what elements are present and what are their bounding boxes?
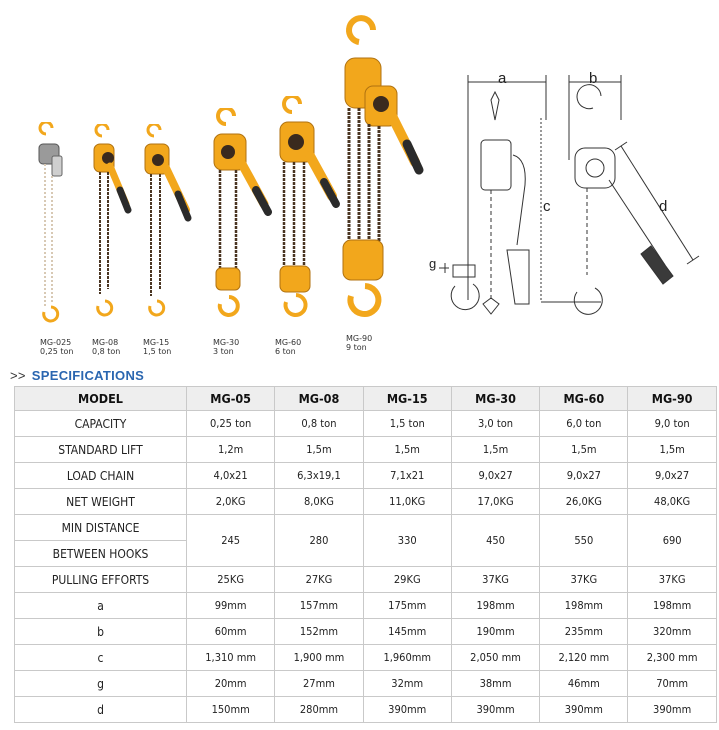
table-cell: 198mm — [540, 593, 628, 619]
table-cell: 245 — [187, 515, 275, 567]
table-cell: 9,0x27 — [628, 463, 716, 489]
table-row — [15, 437, 717, 463]
product-capacity: 9 ton — [346, 343, 367, 352]
table-cell: 2,300 mm — [628, 645, 716, 671]
row-label: BETWEEN HOOKS — [15, 541, 187, 567]
table-cell: 0,8 ton — [275, 411, 363, 437]
table-cell: 6,0 ton — [540, 411, 628, 437]
hoist-mg-08-image — [88, 124, 134, 329]
table-cell: 145mm — [363, 619, 451, 645]
product-capacity: 0,25 ton — [40, 347, 74, 356]
row-label: a — [15, 593, 187, 619]
table-cell: 390mm — [451, 697, 539, 723]
product-capacity: 6 ton — [275, 347, 296, 356]
table-cell: 9,0 ton — [628, 411, 716, 437]
table-cell: 37KG — [540, 567, 628, 593]
table-row — [15, 697, 717, 723]
product-model: MG-90 — [346, 334, 373, 343]
table-row — [15, 489, 717, 515]
table-cell: 9,0x27 — [540, 463, 628, 489]
table-cell: 690 — [628, 515, 716, 567]
dim-label-d: d — [659, 198, 668, 215]
column-header: MODEL — [15, 387, 187, 411]
specifications-table — [14, 386, 717, 723]
column-header: MG-05 — [187, 387, 275, 411]
table-cell: 1,5m — [540, 437, 628, 463]
table-row — [15, 619, 717, 645]
table-cell: 1,310 mm — [187, 645, 275, 671]
row-label: CAPACITY — [15, 411, 187, 437]
table-cell: 390mm — [540, 697, 628, 723]
row-label: NET WEIGHT — [15, 489, 187, 515]
heading-title: SPECIFICATIONS — [31, 368, 145, 383]
table-cell: 27KG — [275, 567, 363, 593]
table-cell: 70mm — [628, 671, 716, 697]
table-cell: 550 — [540, 515, 628, 567]
product-photo-lineup — [0, 0, 430, 362]
row-label: MIN DISTANCE — [15, 515, 187, 541]
column-header: MG-30 — [451, 387, 539, 411]
product-capacity: 1,5 ton — [143, 347, 172, 356]
table-cell: 38mm — [451, 671, 539, 697]
dim-label-g: g — [429, 256, 437, 271]
table-cell: 280mm — [275, 697, 363, 723]
product-model: MG-60 — [275, 338, 302, 347]
table-cell: 175mm — [363, 593, 451, 619]
hoist-mg-15-image — [140, 124, 196, 329]
table-cell: 1,5m — [628, 437, 716, 463]
column-header: MG-08 — [275, 387, 363, 411]
table-cell: 17,0KG — [451, 489, 539, 515]
table-cell: 198mm — [628, 593, 716, 619]
table-cell: 26,0KG — [540, 489, 628, 515]
table-cell: 1,900 mm — [275, 645, 363, 671]
table-cell: 46mm — [540, 671, 628, 697]
table-row-min-distance — [15, 515, 717, 541]
product-model: MG-025 — [40, 338, 72, 347]
product-model: MG-08 — [92, 338, 119, 347]
table-cell: 20mm — [187, 671, 275, 697]
table-row — [15, 463, 717, 489]
table-cell: 320mm — [628, 619, 716, 645]
hoist-mg-025-image — [30, 122, 70, 332]
table-cell: 390mm — [628, 697, 716, 723]
dim-label-a: a — [498, 70, 507, 87]
table-row — [15, 645, 717, 671]
heading-arrows: >> — [10, 368, 26, 383]
hoist-mg-60-image — [270, 96, 344, 326]
table-row — [15, 567, 717, 593]
table-cell: 29KG — [363, 567, 451, 593]
table-body-upper — [15, 411, 717, 515]
column-header: MG-15 — [363, 387, 451, 411]
product-capacity: 0,8 ton — [92, 347, 121, 356]
row-label: b — [15, 619, 187, 645]
product-capacity: 3 ton — [213, 347, 234, 356]
row-label: LOAD CHAIN — [15, 463, 187, 489]
column-header: MG-60 — [540, 387, 628, 411]
table-cell: 390mm — [363, 697, 451, 723]
dim-label-c: c — [543, 198, 551, 215]
table-cell: 99mm — [187, 593, 275, 619]
table-cell: 9,0x27 — [451, 463, 539, 489]
hoist-mg-90-image — [335, 14, 427, 334]
row-label: d — [15, 697, 187, 723]
table-cell: 37KG — [628, 567, 716, 593]
table-cell: 7,1x21 — [363, 463, 451, 489]
table-cell: 280 — [275, 515, 363, 567]
table-cell: 25KG — [187, 567, 275, 593]
table-cell: 157mm — [275, 593, 363, 619]
table-cell: 1,5m — [363, 437, 451, 463]
table-cell: 60mm — [187, 619, 275, 645]
hoist-mg-30-image — [206, 108, 276, 326]
table-cell: 450 — [451, 515, 539, 567]
row-label: PULLING EFFORTS — [15, 567, 187, 593]
table-cell: 330 — [363, 515, 451, 567]
table-cell: 32mm — [363, 671, 451, 697]
table-cell: 4,0x21 — [187, 463, 275, 489]
table-cell: 1,5m — [275, 437, 363, 463]
table-cell: 190mm — [451, 619, 539, 645]
table-row — [15, 411, 717, 437]
table-cell: 48,0KG — [628, 489, 716, 515]
dimension-diagram — [425, 60, 719, 330]
table-cell: 235mm — [540, 619, 628, 645]
table-row — [15, 593, 717, 619]
table-cell: 198mm — [451, 593, 539, 619]
table-cell: 11,0KG — [363, 489, 451, 515]
table-cell: 1,5m — [451, 437, 539, 463]
table-cell: 37KG — [451, 567, 539, 593]
table-cell: 3,0 ton — [451, 411, 539, 437]
column-header: MG-90 — [628, 387, 716, 411]
table-cell: 2,120 mm — [540, 645, 628, 671]
row-label: g — [15, 671, 187, 697]
table-cell: 2,0KG — [187, 489, 275, 515]
table-body-lower — [15, 567, 717, 723]
table-cell: 27mm — [275, 671, 363, 697]
dimension-diagram-drawing — [425, 60, 719, 330]
table-cell: 6,3x19,1 — [275, 463, 363, 489]
table-header-row — [15, 387, 717, 411]
table-cell: 1,2m — [187, 437, 275, 463]
table-cell: 1,5 ton — [363, 411, 451, 437]
product-model: MG-15 — [143, 338, 170, 347]
row-label: c — [15, 645, 187, 671]
table-cell: 8,0KG — [275, 489, 363, 515]
specifications-heading — [10, 368, 144, 383]
product-model: MG-30 — [213, 338, 240, 347]
table-cell: 150mm — [187, 697, 275, 723]
table-cell: 1,960mm — [363, 645, 451, 671]
table-cell: 152mm — [275, 619, 363, 645]
table-cell: 2,050 mm — [451, 645, 539, 671]
dim-label-b: b — [589, 70, 598, 87]
row-label: STANDARD LIFT — [15, 437, 187, 463]
table-cell: 0,25 ton — [187, 411, 275, 437]
table-row — [15, 671, 717, 697]
